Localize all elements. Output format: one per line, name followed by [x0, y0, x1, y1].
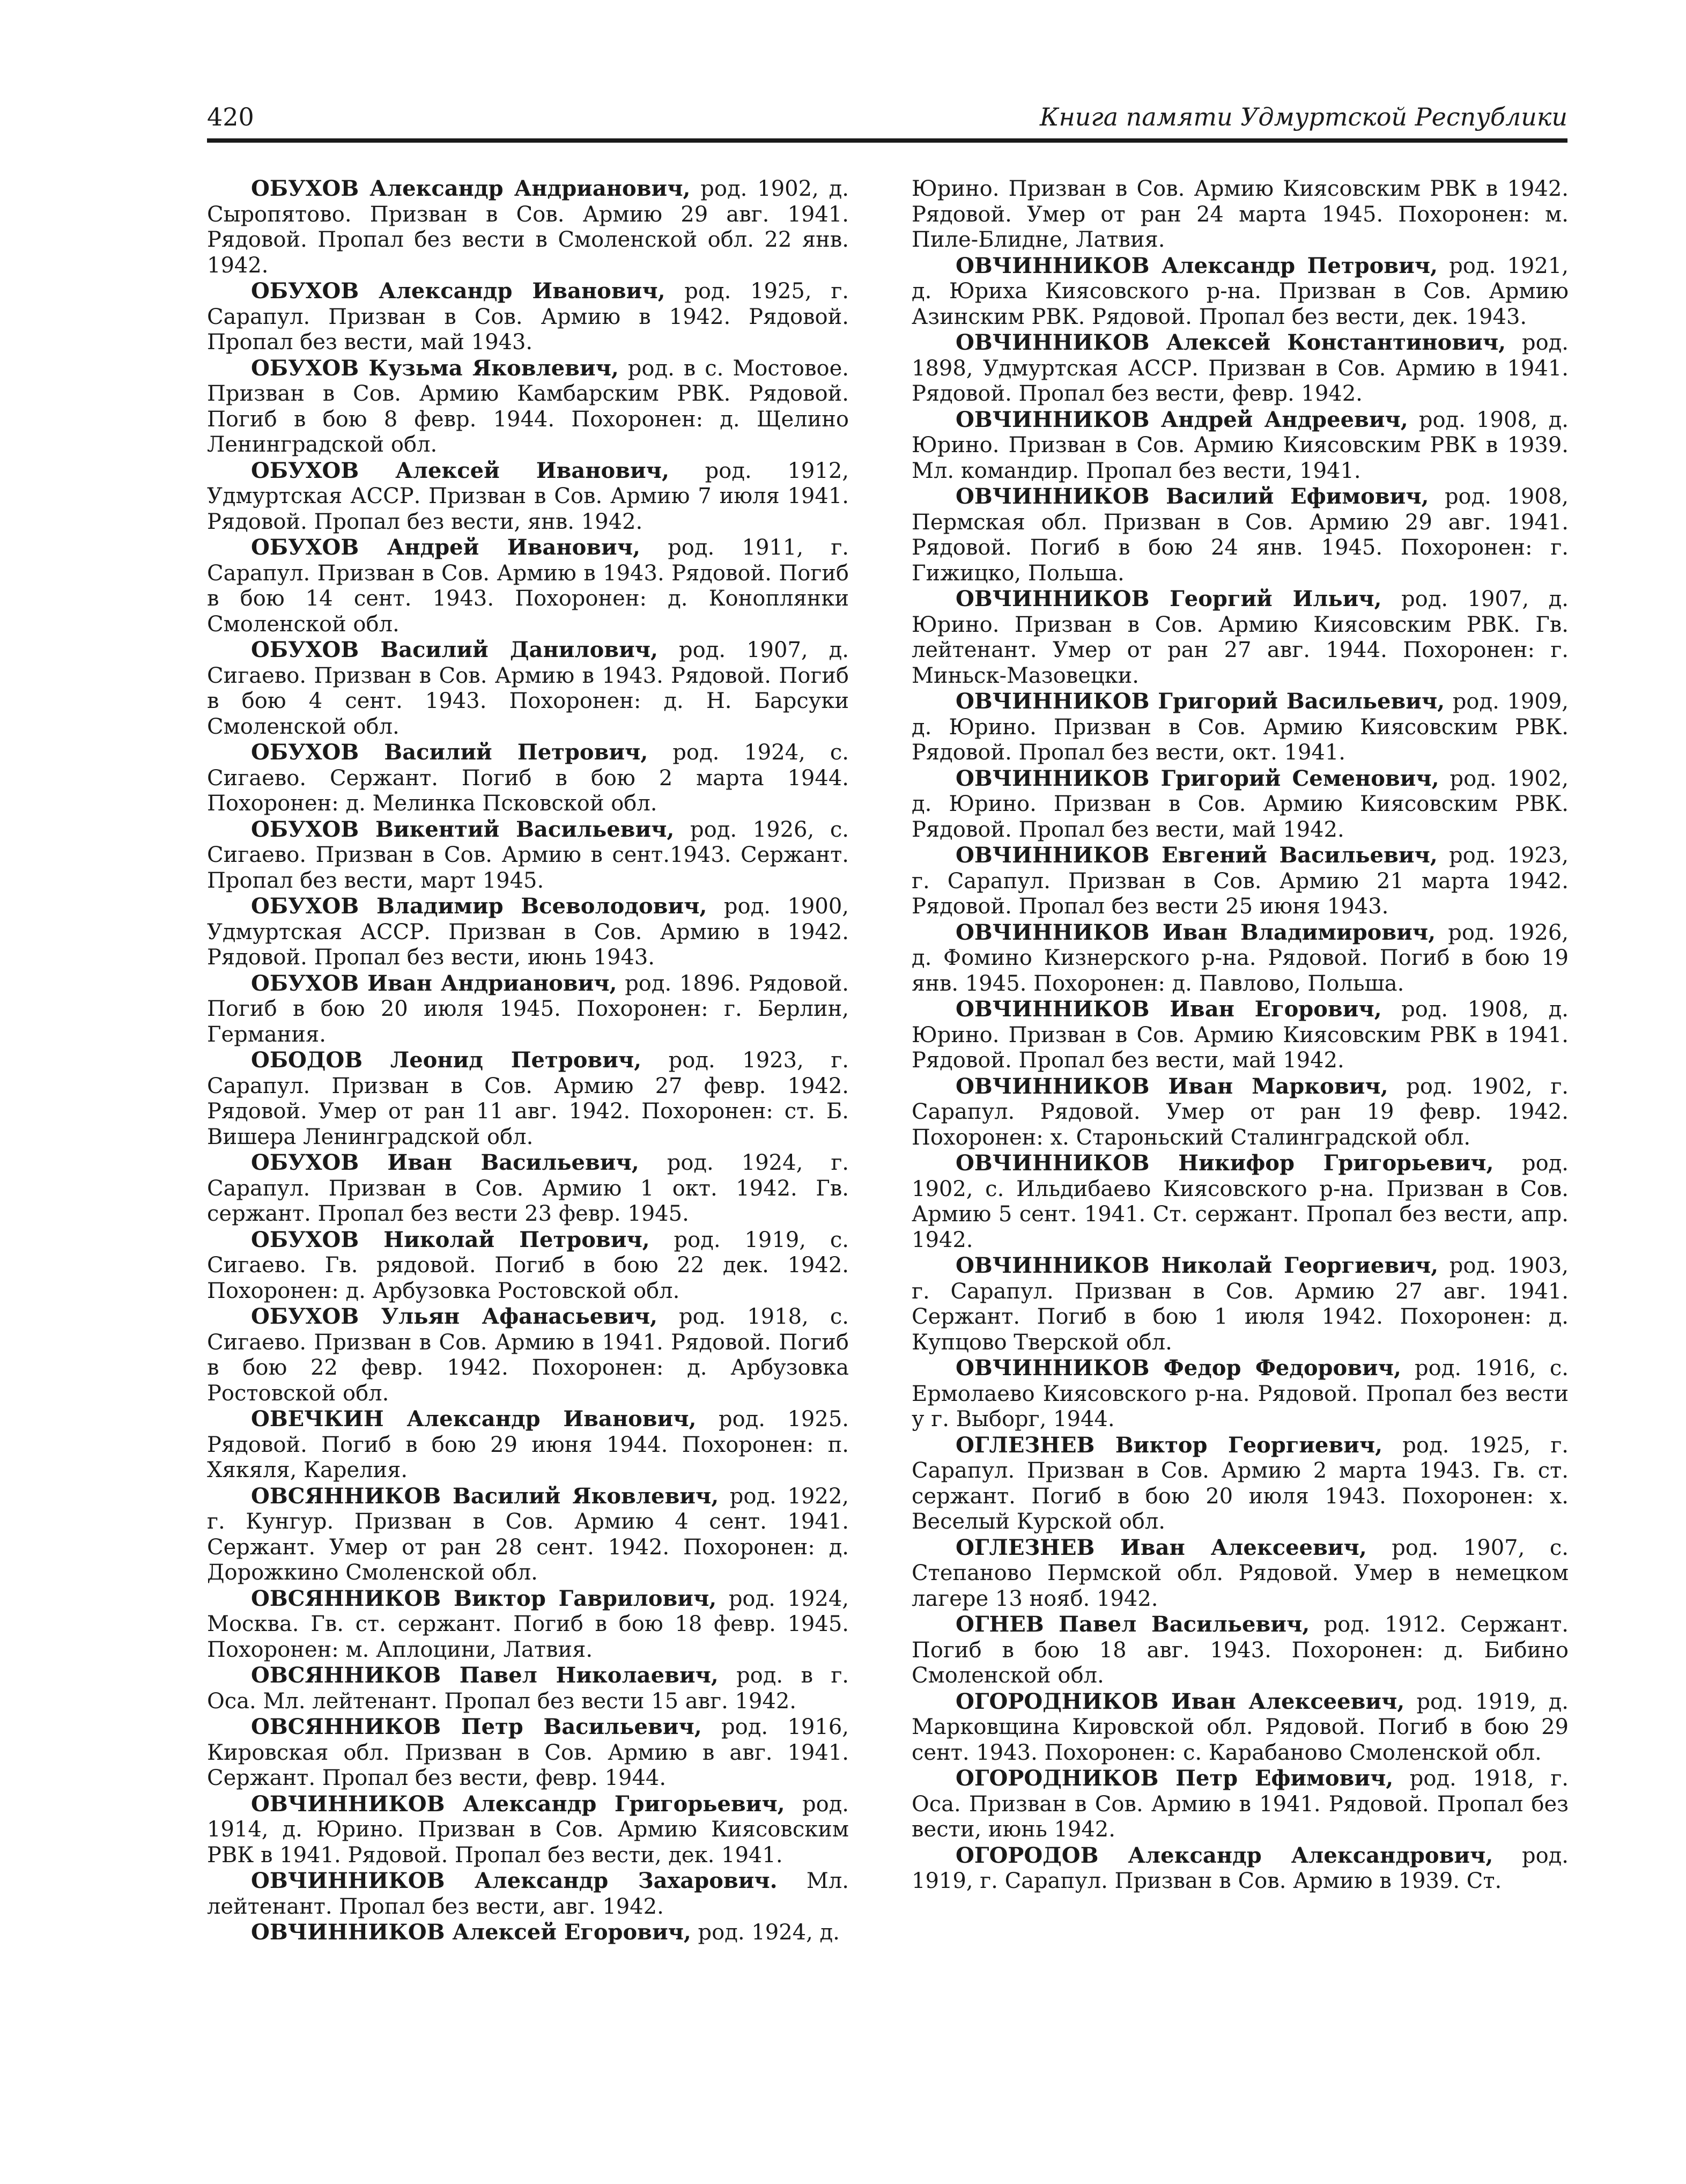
entry-name: ОВСЯННИКОВ Петр Васильевич,: [251, 1714, 702, 1739]
entry-text: род. 1902, д. Юрино. Призван в Сов. Армию Киясовским РВК. Рядовой. Пропал без вести, май 1942.: [912, 766, 1569, 842]
entry-text: род. 1922, г. Кунгур. Призван в Сов. Армию 4 сент. 1941. Сержант. Умер от ран 28 сент. 1942. Похоронен: д. Дорожкино Смоленской обл.: [207, 1484, 849, 1585]
memorial-entry: [207, 176, 849, 278]
memorial-entry: [207, 1406, 849, 1484]
entry-name: ОВЧИННИКОВ Иван Владимирович,: [956, 919, 1436, 945]
entry-text: род. 1900, Удмуртская АССР. Призван в Сов. Армию в 1942. Рядовой. Пропал без вести, июнь 1943.: [207, 894, 849, 970]
page-number: 420: [207, 102, 254, 131]
entry-name: ОГЛЕЗНЕВ Иван Алексеевич,: [956, 1534, 1367, 1560]
entry-text: род. 1926, д. Фомино Кизнерского р-на. Рядовой. Погиб в бою 19 янв. 1945. Похоронен: д. Павлово, Польша.: [912, 920, 1569, 996]
entry-name: ОВЧИННИКОВ Алексей Егорович,: [251, 1920, 691, 1945]
entry-name: ОГОРОДОВ Александр Александрович,: [956, 1842, 1493, 1868]
entry-name: ОБУХОВ Андрей Иванович,: [251, 535, 640, 560]
entry-name: ОВЧИННИКОВ Андрей Андреевич,: [956, 407, 1408, 432]
entry-text: род. 1907, с. Степаново Пермской обл. Рядовой. Умер в немецком лагере 13 нояб. 1942.: [912, 1535, 1569, 1611]
entry-text: род. в с. Мостовое. Призван в Сов. Армию Камбарским РВК. Рядовой. Погиб в бою 8 февр. 1944. Похоронен: д. Щелино Ленинградской обл.: [207, 356, 849, 457]
entry-name: ОБУХОВ Алексей Иванович,: [251, 458, 669, 483]
left-column: [207, 176, 849, 1946]
memorial-entry: [912, 766, 1569, 843]
memorial-entry: [207, 1150, 849, 1227]
memorial-entry: [912, 586, 1569, 689]
entry-text: род. 1902, г. Сарапул. Рядовой. Умер от ран 19 февр. 1942. Похоронен: х. Староньский Сталинградской обл.: [912, 1074, 1569, 1150]
entry-name: ОВЧИННИКОВ Алексей Константинович,: [956, 330, 1506, 355]
entry-text: род. 1896. Рядовой. Погиб в бою 20 июля 1945. Похоронен: г. Берлин, Германия.: [207, 971, 849, 1047]
memorial-entry: [912, 1689, 1569, 1766]
memorial-entry: [912, 920, 1569, 997]
book-title: Книга памяти Удмуртской Республики: [1039, 102, 1567, 131]
memorial-entry: [207, 894, 849, 971]
memorial-entry: [912, 1074, 1569, 1151]
entry-text: род. 1907, д. Юрино. Призван в Сов. Армию Киясовским РВК. Гв. лейтенант. Умер от ран 27 авг. 1944. Похоронен: г. Миньск-Мазовецки.: [912, 587, 1569, 688]
entry-name: ОБУХОВ Викентий Васильевич,: [251, 816, 675, 842]
entry-name: ОВЧИННИКОВ Евгений Васильевич,: [956, 843, 1438, 868]
entry-text: род. 1919, г. Сарапул. Призван в Сов. Армию в 1939. Ст.: [912, 1843, 1569, 1893]
entry-name: ОБУХОВ Владимир Всеволодович,: [251, 894, 707, 919]
entry-name: ОВЧИННИКОВ Александр Григорьевич,: [251, 1791, 785, 1817]
entry-name: ОВСЯННИКОВ Василий Яковлевич,: [251, 1483, 719, 1509]
entry-name: ОВЧИННИКОВ Григорий Семенович,: [956, 765, 1439, 791]
entry-text: род. 1902, с. Ильдибаево Киясовского р-на. Призван в Сов. Армию 5 сент. 1941. Ст. сержант. Пропал без вести, апр. 1942.: [912, 1151, 1569, 1252]
entry-text: род. 1912, Удмуртская АССР. Призван в Сов. Армию 7 июля 1941. Рядовой. Пропал без вести, янв. 1942.: [207, 458, 849, 534]
memorial-entry: [207, 1868, 849, 1920]
entry-name: ОВЧИННИКОВ Григорий Васильевич,: [956, 689, 1445, 714]
entry-name: ОГЛЕЗНЕВ Виктор Георгиевич,: [956, 1432, 1383, 1458]
entry-text: род. 1898, Удмуртская АССР. Призван в Сов. Армию в 1941. Рядовой. Пропал без вести, февр. 1942.: [912, 330, 1569, 406]
memorial-entry: [912, 407, 1569, 484]
memorial-entry: [912, 1766, 1569, 1843]
entry-text: род. 1918, г. Оса. Призван в Сов. Армию в 1941. Рядовой. Пропал без вести, июнь 1942.: [912, 1766, 1569, 1842]
entry-text: род. 1909, д. Юрино. Призван в Сов. Армию Киясовским РВК. Рядовой. Пропал без вести, окт. 1941.: [912, 689, 1569, 765]
memorial-entry: [912, 1150, 1569, 1253]
entry-text: род. 1916, с. Ермолаево Киясовского р-на. Рядовой. Пропал без вести у г. Выборг, 1944.: [912, 1356, 1569, 1432]
memorial-entry: [207, 356, 849, 458]
memorial-entry: [912, 689, 1569, 766]
entry-name: ОВЧИННИКОВ Николай Георгиевич,: [956, 1253, 1439, 1278]
entry-text: род. 1923, г. Сарапул. Призван в Сов. Армию 21 марта 1942. Рядовой. Пропал без вести 25 июня 1943.: [912, 843, 1569, 919]
memorial-entry: [207, 458, 849, 535]
entry-name: ОВЧИННИКОВ Александр Захарович.: [251, 1868, 778, 1893]
entry-text: род. 1914, д. Юрино. Призван в Сов. Армию Киясовским РВК в 1941. Рядовой. Пропал без вести, дек. 1941.: [207, 1791, 849, 1868]
entry-text: род. 1912. Сержант. Погиб в бою 18 авг. 1943. Похоронен: д. Бибино Смоленской обл.: [912, 1612, 1569, 1688]
entry-text: род. 1925, г. Сарапул. Призван в Сов. Армию в 1942. Рядовой. Пропал без вести, май 1943.: [207, 279, 849, 355]
entry-name: ОВЧИННИКОВ Георгий Ильич,: [956, 586, 1382, 611]
memorial-entry: [207, 278, 849, 356]
entry-name: ОГОРОДНИКОВ Иван Алексеевич,: [956, 1688, 1405, 1714]
memorial-entry: [207, 817, 849, 894]
page-header: [207, 95, 1567, 144]
entry-text: род. 1911, г. Сарапул. Призван в Сов. Армию в 1943. Рядовой. Погиб в бою 14 сент. 1943. Похоронен: д. Коноплянки Смоленской обл.: [207, 535, 849, 637]
memorial-entry: [207, 1663, 849, 1714]
entry-text: род. 1916, Кировская обл. Призван в Сов. Армию в авг. 1941. Сержант. Пропал без вести, февр. 1944.: [207, 1715, 849, 1790]
entry-text: род. 1902, д. Сыропятово. Призван в Сов. Армию 29 авг. 1941. Рядовой. Пропал без вести в Смоленской обл. 22 янв. 1942.: [207, 176, 849, 278]
memorial-entry: [912, 330, 1569, 407]
entry-text: Юрино. Призван в Сов. Армию Киясовским РВК в 1942. Рядовой. Умер от ран 24 марта 1945. Похоронен: м. Пиле-Блидне, Латвия.: [912, 176, 1569, 252]
entry-name: ОБУХОВ Василий Петрович,: [251, 740, 648, 765]
entry-text: род. 1925, г. Сарапул. Призван в Сов. Армию 2 марта 1943. Гв. ст. сержант. Погиб в бою 20 июля 1943. Похоронен: х. Веселый Курской обл.: [912, 1433, 1569, 1534]
entry-text: род. 1908, д. Юрино. Призван в Сов. Армию Киясовским РВК в 1941. Рядовой. Пропал без вести, май 1942.: [912, 997, 1569, 1073]
memorial-entry: [207, 637, 849, 740]
memorial-entry: [207, 1586, 849, 1663]
entry-text: род. 1926, с. Сигаево. Призван в Сов. Армию в сент.1943. Сержант. Пропал без вести, март 1945.: [207, 817, 849, 893]
entry-name: ОБУХОВ Василий Данилович,: [251, 637, 658, 662]
memorial-entry: [912, 253, 1569, 330]
entry-text: род. 1924, с. Сигаево. Сержант. Погиб в бою 2 марта 1944. Похоронен: д. Мелинка Псковской обл.: [207, 740, 849, 816]
entry-text: род. 1921, д. Юриха Киясовского р-на. Призван в Сов. Армию Азинским РВК. Рядовой. Пропал без вести, дек. 1943.: [912, 253, 1569, 329]
entry-name: ОБУХОВ Александр Иванович,: [251, 278, 665, 304]
memorial-entry: [912, 1843, 1569, 1894]
entry-text: род. 1908, Пермская обл. Призван в Сов. Армию 29 авг. 1941. Рядовой. Погиб в бою 24 янв. 1945. Похоронен: г. Гижицко, Польша.: [912, 484, 1569, 586]
memorial-entry: [207, 1791, 849, 1869]
entry-name: ОВЧИННИКОВ Василий Ефимович,: [956, 484, 1429, 509]
entry-name: ОБУХОВ Ульян Афанасьевич,: [251, 1304, 657, 1329]
memorial-entry-continuation: [912, 176, 1569, 253]
memorial-entry: [912, 1612, 1569, 1689]
entry-text: род. 1925. Рядовой. Погиб в бою 29 июня 1944. Похоронен: п. Хякяля, Карелия.: [207, 1407, 849, 1482]
entry-name: ОВЧИННИКОВ Никифор Григорьевич,: [956, 1150, 1494, 1176]
memorial-entry: [207, 1920, 849, 1946]
entry-name: ОВСЯННИКОВ Павел Николаевич,: [251, 1663, 719, 1688]
right-column: [912, 176, 1569, 1946]
entry-name: ОБУХОВ Иван Васильевич,: [251, 1150, 639, 1175]
memorial-entry: [207, 1714, 849, 1791]
memorial-entry: [912, 484, 1569, 586]
entry-name: ОБУХОВ Иван Андрианович,: [251, 970, 617, 996]
memorial-entry: [912, 1253, 1569, 1355]
entry-text: род. в г. Оса. Мл. лейтенант. Пропал без вести 15 авг. 1942.: [207, 1663, 849, 1714]
memorial-entry: [207, 1484, 849, 1586]
entry-name: ОГНЕВ Павел Васильевич,: [956, 1612, 1310, 1637]
memorial-entry: [207, 535, 849, 637]
memorial-entry: [912, 843, 1569, 920]
entry-text: род. 1924, д.: [691, 1920, 840, 1945]
memorial-entry: [207, 1304, 849, 1406]
entry-text: род. 1919, с. Сигаево. Гв. рядовой. Погиб в бою 22 дек. 1942. Похоронен: д. Арбузовка Ростовской обл.: [207, 1227, 849, 1303]
entry-name: ОБОДОВ Леонид Петрович,: [251, 1047, 642, 1073]
entry-name: ОВЧИННИКОВ Иван Маркович,: [956, 1073, 1388, 1099]
entry-name: ОБУХОВ Кузьма Яковлевич,: [251, 355, 619, 381]
entry-text: род. 1918, с. Сигаево. Призван в Сов. Армию в 1941. Рядовой. Погиб в бою 22 февр. 1942. Похоронен: д. Арбузовка Ростовской обл.: [207, 1304, 849, 1406]
entry-text: род. 1903, г. Сарапул. Призван в Сов. Армию 27 авг. 1941. Сержант. Погиб в бою 1 июля 1942. Похоронен: д. Купцово Тверской обл.: [912, 1253, 1569, 1355]
memorial-entry: [207, 1047, 849, 1150]
entry-text: род. 1924, г. Сарапул. Призван в Сов. Армию 1 окт. 1942. Гв. сержант. Пропал без вести 23 февр. 1945.: [207, 1150, 849, 1226]
entry-text: род. 1907, д. Сигаево. Призван в Сов. Армию в 1943. Рядовой. Погиб в бою 4 сент. 1943. Похоронен: д. Н. Барсуки Смоленской обл.: [207, 638, 849, 739]
memorial-entry: [912, 1433, 1569, 1535]
header-rule: [207, 138, 1567, 143]
entry-text: род. 1923, г. Сарапул. Призван в Сов. Армию 27 февр. 1942. Рядовой. Умер от ран 11 авг. 1942. Похоронен: ст. Б. Вишера Ленинградской обл.: [207, 1048, 849, 1149]
entry-text: род. 1919, д. Марковщина Кировской обл. Рядовой. Погиб в бою 29 сент. 1943. Похоронен: с. Карабаново Смоленской обл.: [912, 1689, 1569, 1765]
entry-name: ОВЧИННИКОВ Федор Федорович,: [956, 1355, 1401, 1381]
entry-name: ОВСЯННИКОВ Виктор Гаврилович,: [251, 1585, 717, 1611]
memorial-entry: [207, 971, 849, 1048]
entry-text: Мл. лейтенант. Пропал без вести, авг. 1942.: [207, 1869, 849, 1919]
memorial-entry: [912, 1355, 1569, 1433]
memorial-entry: [912, 1535, 1569, 1612]
memorial-entry: [207, 740, 849, 817]
entry-name: ОВЧИННИКОВ Иван Егорович,: [956, 997, 1382, 1022]
entry-name: ОГОРОДНИКОВ Петр Ефимович,: [956, 1766, 1394, 1791]
entry-text: род. 1924, Москва. Гв. ст. сержант. Погиб в бою 18 февр. 1945. Похоронен: м. Аплоцини, Латвия.: [207, 1586, 849, 1662]
entry-name: ОБУХОВ Александр Андрианович,: [251, 176, 691, 201]
entry-name: ОВЕЧКИН Александр Иванович,: [251, 1406, 697, 1432]
entry-name: ОВЧИННИКОВ Александр Петрович,: [956, 253, 1438, 278]
memorial-entry: [207, 1227, 849, 1304]
entry-name: ОБУХОВ Николай Петрович,: [251, 1227, 650, 1252]
memorial-entry: [912, 997, 1569, 1074]
entry-text: род. 1908, д. Юрино. Призван в Сов. Армию Киясовским РВК в 1939. Мл. командир. Пропал без вести, 1941.: [912, 407, 1569, 483]
